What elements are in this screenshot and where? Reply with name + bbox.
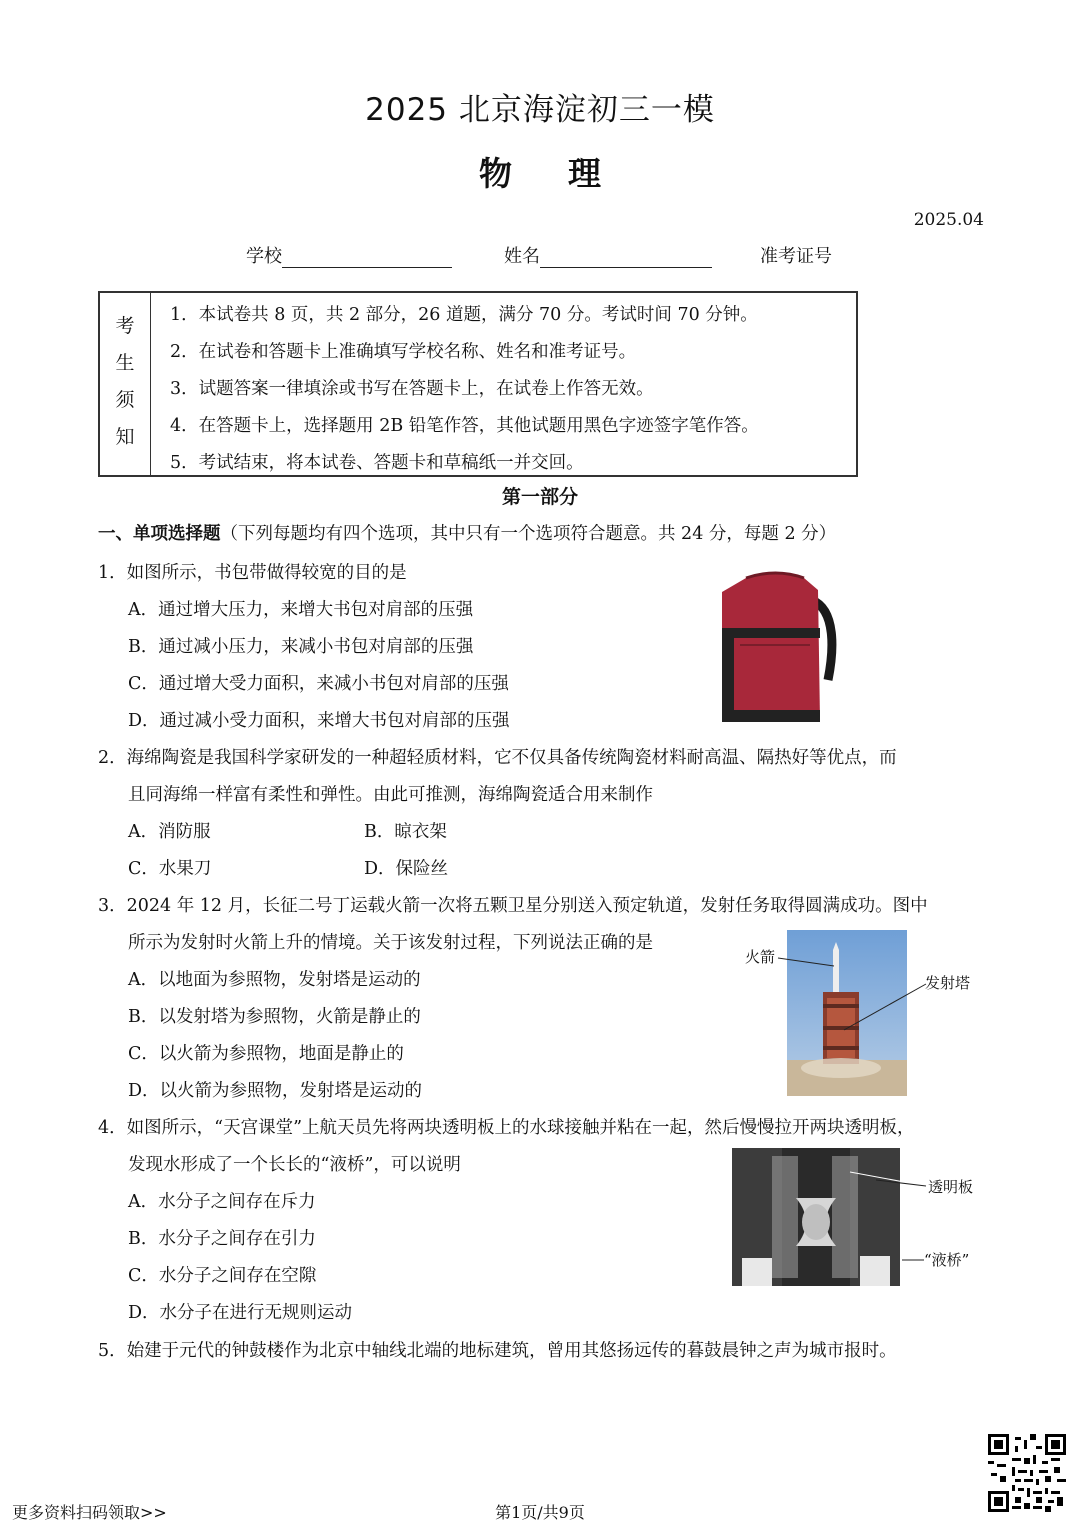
notice-item: 5．考试结束，将本试卷、答题卡和草稿纸一并交回。	[170, 453, 584, 473]
q1-option-d: D．通过减小受力面积，来增大书包对肩部的压强	[128, 711, 510, 731]
tower-leader-line	[840, 982, 930, 1034]
section-label: 一、单项选择题	[98, 524, 221, 544]
q4-stem-line1: 4．如图所示，“天宫课堂”上航天员先将两块透明板上的水球接触并粘在一起，然后慢慢拉开两块透明板，	[98, 1118, 915, 1138]
bridge-leader-line	[900, 1256, 926, 1264]
q1-option-c: C．通过增大受力面积，来减小书包对肩部的压强	[128, 674, 509, 694]
part-title: 第一部分	[501, 486, 578, 508]
name-field[interactable]	[504, 242, 712, 268]
school-blank[interactable]	[282, 247, 452, 268]
subject-char-1: 物	[479, 154, 512, 193]
q2-option-a: A．消防服	[128, 822, 211, 842]
q4-option-c: C．水分子之间存在空隙	[128, 1266, 317, 1286]
q3-option-c: C．以火箭为参照物，地面是静止的	[128, 1044, 404, 1064]
q4-option-a: A．水分子之间存在斥力	[128, 1192, 316, 1212]
q4-option-d: D．水分子在进行无规则运动	[128, 1303, 353, 1323]
bridge-label: “液桥”	[924, 1251, 970, 1269]
subject-title	[0, 148, 1080, 195]
notice-item: 2．在试卷和答题卡上准确填写学校名称、姓名和准考证号。	[170, 342, 637, 362]
q4-option-b: B．水分子之间存在引力	[128, 1229, 316, 1249]
rocket-leader-line	[776, 950, 838, 970]
notice-items	[170, 297, 759, 482]
notice-item: 1．本试卷共 8 页，共 2 部分，26 道题，满分 70 分。考试时间 70 分钟。	[170, 305, 758, 325]
q3-stem-line1: 3．2024 年 12 月，长征二号丁运载火箭一次将五颗卫星分别送入预定轨道，发射任务取得圆满成功。图中	[98, 896, 928, 916]
notice-item: 3．试题答案一律填涂或书写在答题卡上，在试卷上作答无效。	[170, 379, 654, 399]
notice-side-char: 生	[115, 352, 135, 374]
notice-box	[98, 291, 858, 477]
backpack-icon	[716, 570, 846, 728]
q1-option-b: B．通过减小压力，来减小书包对肩部的压强	[128, 637, 474, 657]
id-field	[760, 242, 832, 268]
plate-label: 透明板	[928, 1178, 974, 1196]
tower-label: 发射塔	[925, 974, 971, 992]
section-desc: （下列每题均有四个选项，其中只有一个选项符合题意。共 24 分，每题 2 分）	[220, 524, 837, 544]
backpack-image	[716, 570, 846, 728]
q3-option-a: A．以地面为参照物，发射塔是运动的	[128, 970, 421, 990]
name-blank[interactable]	[540, 247, 712, 268]
school-label: 学校	[246, 246, 282, 267]
exam-title: 2025 北京海淀初三一模	[365, 92, 715, 128]
name-label: 姓名	[504, 246, 540, 267]
q2-option-b: B．晾衣架	[364, 822, 447, 842]
q3-option-b: B．以发射塔为参照物，火箭是静止的	[128, 1007, 421, 1027]
section-heading	[98, 520, 836, 545]
school-field[interactable]	[246, 242, 452, 268]
q2-stem-line1: 2．海绵陶瓷是我国科学家研发的一种超轻质材料，它不仅具备传统陶瓷材料耐高温、隔热好等优点，而	[98, 748, 897, 768]
notice-side-char: 须	[115, 389, 135, 411]
q5-stem: 5．始建于元代的钟鼓楼作为北京中轴线北端的地标建筑，曾用其悠扬远传的暮鼓晨钟之声为城市报时。	[98, 1341, 897, 1361]
q2-option-c: C．水果刀	[128, 859, 212, 879]
exam-date: 2025.04	[913, 210, 984, 230]
q2-option-d: D．保险丝	[364, 859, 449, 879]
q3-stem-line2: 所示为发射时火箭上升的情境。关于该发射过程，下列说法正确的是	[128, 933, 653, 953]
q3-option-d: D．以火箭为参照物，发射塔是运动的	[128, 1081, 423, 1101]
q4-stem-line2: 发现水形成了一个长长的“液桥”，可以说明	[128, 1155, 461, 1175]
notice-item: 4．在答题卡上，选择题用 2B 铅笔作答，其他试题用黑色字迹签字笔作答。	[170, 416, 759, 436]
id-label: 准考证号	[760, 246, 832, 267]
notice-side-char: 知	[115, 426, 135, 448]
rocket-label: 火箭	[745, 948, 776, 966]
notice-side	[100, 293, 151, 475]
q1-stem: 1．如图所示，书包带做得较宽的目的是	[98, 563, 407, 583]
q1-option-a: A．通过增大压力，来增大书包对肩部的压强	[128, 600, 474, 620]
plate-leader-lines	[846, 1168, 930, 1194]
page-number: 第1页/共9页	[495, 1503, 585, 1522]
footer-promo[interactable]: 更多资料扫码领取>>	[12, 1503, 167, 1522]
subject-char-2: 理	[568, 154, 601, 193]
notice-side-char: 考	[115, 315, 135, 337]
q2-stem-line2: 且同海绵一样富有柔性和弹性。由此可推测，海绵陶瓷适合用来制作	[128, 785, 653, 805]
